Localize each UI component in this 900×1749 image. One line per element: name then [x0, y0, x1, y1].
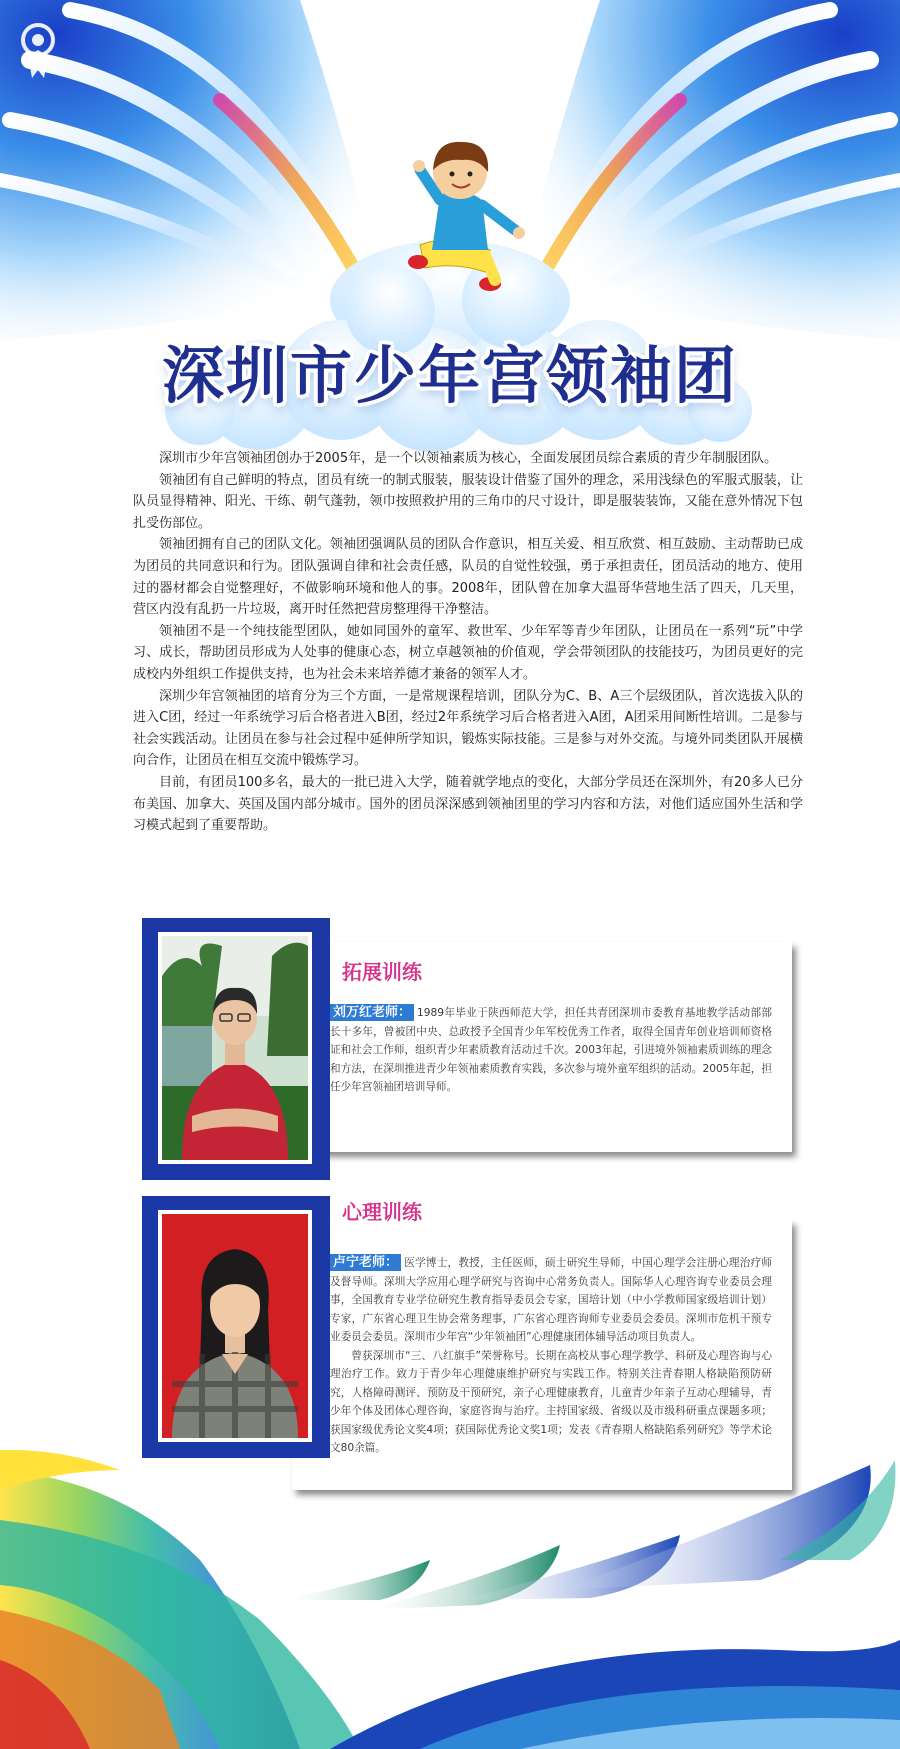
teacher-card-expansion — [142, 918, 792, 1180]
intro-text — [133, 448, 803, 837]
teacher-name: 刘万红老师： — [330, 1004, 414, 1021]
teacher-bio — [292, 1220, 792, 1470]
intro-paragraph: 目前，有团员100多名，最大的一批已进入大学，随着就学地点的变化，大部分学员还在深圳外，有20多人已分布美国、加拿大、英国及国内部分城市。国外的团员深深感到领袖团里的学习内容和方法，对他们适应国外生活和学习模式起到了重要帮助。 — [133, 774, 803, 834]
teacher-bio-paragraph: 曾获深圳市“三、八红旗手”荣誉称号。长期在高校从事心理学教学、科研及心理咨询与心理治疗工作。致力于青少年心理健康维护研究与实践工作。特别关注青春期人格缺陷预防研究，人格障碍测评、预防及干预研究，亲子心理健康教育，儿童青少年亲子互动心理辅导，青少年个体及团体心理咨询，家庭咨询与治疗。主持国家级、省级以及市级科研重点课题多项；获国家级优秀论文奖4项；获国际优秀论文奖1项；发表《青春期人格缺陷系列研究》等学术论文80余篇。 — [330, 1349, 772, 1454]
logo-icon — [14, 20, 62, 82]
page-title: 深圳市少年宫领袖团 — [161, 339, 738, 412]
teacher-bio-paragraph — [330, 1254, 772, 1347]
section-title: 拓展训练 — [342, 960, 422, 984]
teacher-photo — [162, 1214, 308, 1438]
teacher-bio-text: 1989年毕业于陕西师范大学，担任共青团深圳市委教育基地教学活动部部长十多年，曾被团中央、总政授予全国青少年军校优秀工作者，取得全国青年创业培训师资格证和社会工作师，组织青少年素质教育活动过千次。2003年起，引进境外领袖素质训练的理念和方法，在深圳推进青少年领袖素质教育实践，多次参与境外童军组织的活动。2005年起，担任少年宫领袖团培训导师。 — [330, 1007, 772, 1093]
intro-paragraph: 领袖团不是一个纯技能型团队，她如同国外的童军、救世军、少年军等青少年团队，让团员在一系列“玩”中学习、成长，帮助团员形成为人处事的健康心态，树立卓越领袖的价值观，学会带领团队的技能技巧，为团员更好的完成校内外组织工作提供支持，也为社会未来培养德才兼备的领军人才。 — [133, 623, 803, 682]
intro-paragraph: 领袖团有自己鲜明的特点，团员有统一的制式服装，服装设计借鉴了国外的理念，采用浅绿色的军服式服装，让队员显得精神、阳光、干练、朝气蓬勃，领巾按照救护用的三角巾的尺寸设计，即是服装装饰，又能在意外情况下包扎受伤部位。 — [133, 472, 803, 531]
intro-paragraph: 深圳市少年宫领袖团创办于2005年，是一个以领袖素质为核心，全面发展团员综合素质的青少年制服团队。 — [159, 451, 778, 466]
teacher-info-panel — [292, 1220, 792, 1490]
intro-paragraph: 深圳少年宫领袖团的培育分为三个方面，一是常规课程培训，团队分为C、B、A三个层级团队，首次选拔入队的进入C团，经过一年系统学习后合格者进入B团，经过2年系统学习后合格者进入A团，A团采用间断性培训。二是参与社会实践活动。让团员在参与社会过程中延伸所学知识，锻炼实际技能。三是参与对外交流。与境外同类团队开展横向合作，让团员在相互交流中锻炼学习。 — [133, 688, 803, 769]
teacher-bio-paragraph — [330, 1004, 772, 1097]
section-title: 心理训练 — [342, 1200, 422, 1224]
teacher-name: 卢宁老师： — [330, 1254, 401, 1271]
teacher-photo — [162, 936, 308, 1160]
teacher-bio-text: 医学博士，教授，主任医师，硕士研究生导师，中国心理学会注册心理治疗师及督导师。深圳大学应用心理学研究与咨询中心常务负责人。国际华人心理咨询专业委员会理事，全国教育专业学位研究生教育指导委员会专家，国培计划（中小学教师国家级培训计划）专家，广东省心理卫生协会常务理事，广东省心理咨询师专业委员会委员。深圳市危机干预专业委员会委员。深圳市少年宫“少年领袖团”心理健康团体辅导活动项目负责人。 — [330, 1257, 772, 1343]
intro-paragraph: 领袖团拥有自己的团队文化。领袖团强调队员的团队合作意识，相互关爱、相互欣赏、相互鼓励、主动帮助已成为团员的共同意识和行为。团队强调自律和社会责任感，队员的自觉性较强，勇于承担责任，团员活动的地方、使用过的器材都会自觉整理好，不做影响环境和他人的事。2008年，团队曾在加拿大温哥华营地生活了四天，几天里，营区内没有乱扔一片垃圾，离开时任然把营房整理得干净整洁。 — [133, 537, 803, 618]
teacher-card-psychology — [142, 1196, 792, 1458]
photo-frame — [142, 918, 330, 1180]
photo-frame — [142, 1196, 330, 1458]
